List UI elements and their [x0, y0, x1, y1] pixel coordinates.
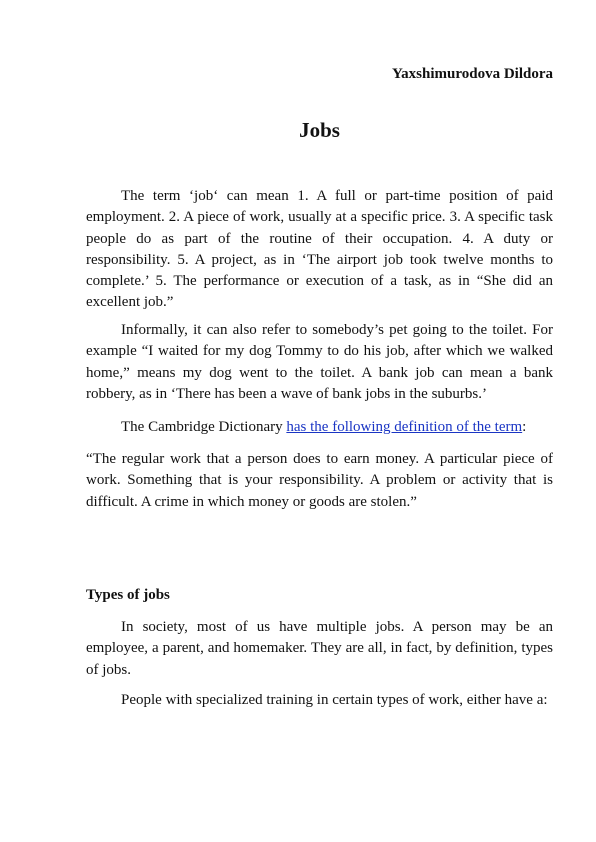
paragraph-specialized-training: People with specialized training in certain types of work, either have a: — [121, 692, 548, 708]
definition-link[interactable]: has the following definition of the term — [286, 419, 523, 435]
cambridge-intro-text: The Cambridge Dictionary — [121, 419, 287, 435]
author-name: Yaxshimurodova Dildora — [391, 66, 553, 82]
paragraph-job-definitions: The term ‘job‘ can mean 1. A full or part-time position of paid employment. 2. A piece of work, usually at a specific price. 3. A specific task people do as part of the routine of their occupation. 4. A duty or responsibility. 5. A project, as in ‘The airport job took twelve months to complete.’ 5. The performance or execution of a task, as in “She did an excellent job.” — [86, 188, 553, 311]
cambridge-definition-quote: “The regular work that a person does to earn money. A particular piece of work. Something that is your responsibility. A problem or activity that is difficult. A crime in which money or goods are stolen.” — [86, 451, 553, 510]
section-heading-types-of-jobs: Types of jobs — [86, 587, 170, 603]
paragraph-multiple-jobs: In society, most of us have multiple jobs. A person may be an employee, a parent, and homemaker. They are all, in fact, by definition, types of jobs. — [86, 619, 553, 678]
cambridge-intro-colon: : — [522, 419, 527, 435]
paragraph-cambridge-intro — [86, 417, 553, 438]
document-title: Jobs — [299, 118, 340, 142]
paragraph-informal-usage: Informally, it can also refer to somebody’s pet going to the toilet. For example “I waited for my dog Tommy to do his job, after which we walked home,” means my dog went to the toilet. A bank job can mean a bank robbery, as in ‘There has been a wave of bank jobs in the suburbs.’ — [86, 322, 553, 402]
